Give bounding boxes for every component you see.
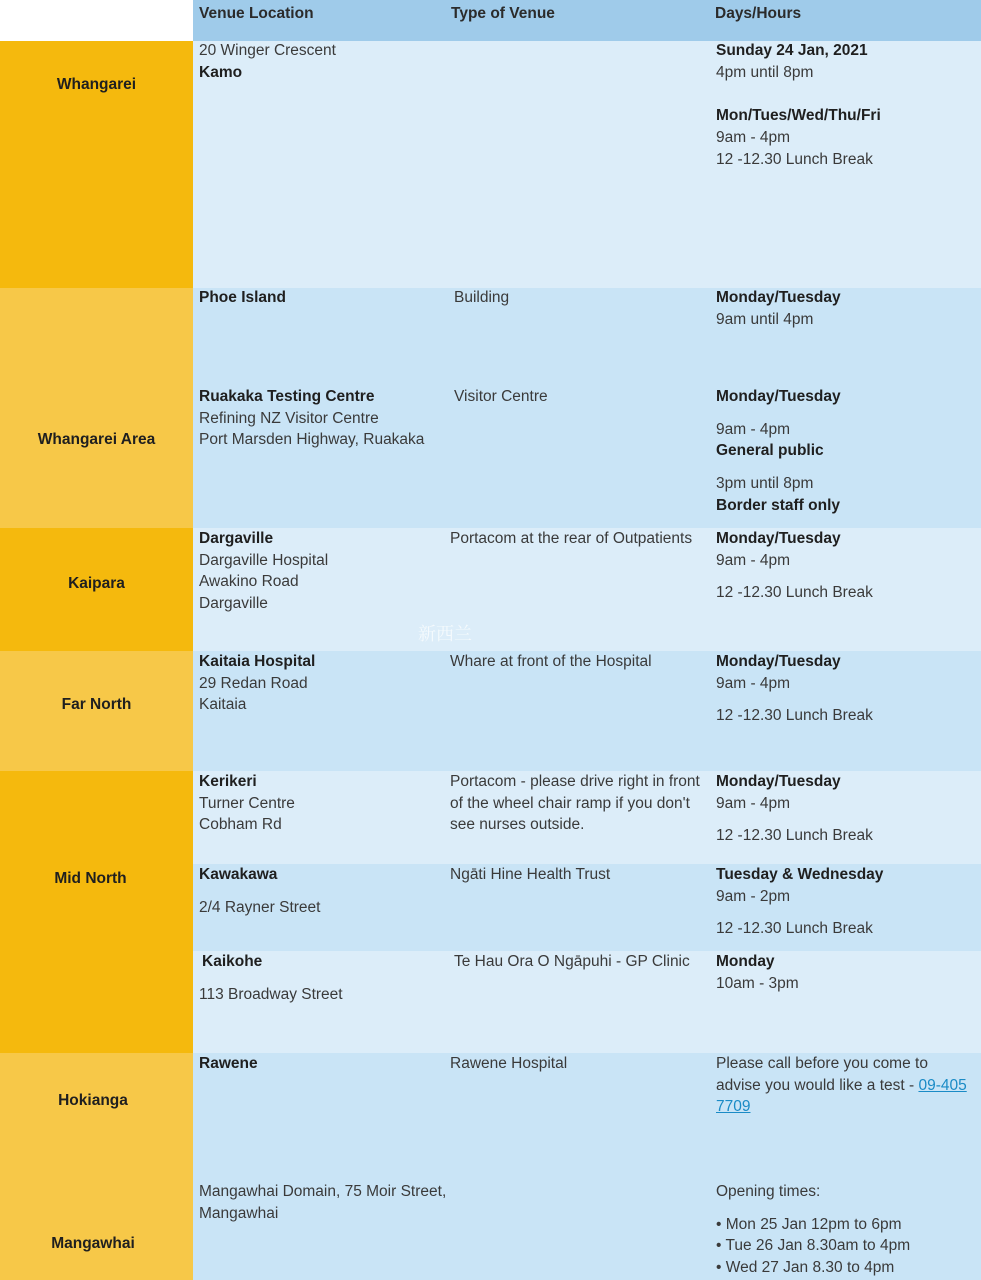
hours-time: 9am - 4pm xyxy=(716,794,791,812)
hours-time: 4pm until 8pm xyxy=(716,63,814,81)
header-type-of-venue: Type of Venue xyxy=(451,5,555,22)
region-label-hokianga: Hokianga xyxy=(58,1092,128,1109)
hours-note: Please call before you come to xyxy=(716,1055,928,1072)
venue-name: Dargaville xyxy=(199,530,274,547)
watermark: 新西兰 xyxy=(418,624,472,644)
hours-item: • Wed 27 Jan 8.30 to 4pm xyxy=(716,1259,895,1277)
venue-name: Kawakawa xyxy=(199,866,278,883)
region-label: Far North xyxy=(61,696,132,713)
hours-time: 9am - 4pm xyxy=(716,128,791,146)
region-whangarei-area xyxy=(0,288,193,528)
venue-name: Phoe Island xyxy=(199,289,286,306)
hours-time: 9am - 4pm xyxy=(716,420,791,438)
phone-link-continued[interactable]: 7709 xyxy=(716,1098,751,1116)
region-mid-north xyxy=(0,771,193,1053)
hours-days: Mon/Tues/Wed/Thu/Fri xyxy=(716,107,881,125)
venue-address: Kaitaia xyxy=(199,696,247,714)
hours-rawene xyxy=(716,1053,967,1118)
hours-lunch: 12 -12.30 Lunch Break xyxy=(716,707,873,725)
header-venue-location: Venue Location xyxy=(199,5,314,22)
hours-days: Monday/Tuesday xyxy=(716,289,841,306)
type-rawene xyxy=(450,1053,567,1075)
phone-link[interactable]: 09-405 xyxy=(918,1076,967,1094)
hours-title: Opening times: xyxy=(716,1183,821,1200)
hours-days: Monday/Tuesday xyxy=(716,653,841,670)
region-kaipara xyxy=(0,528,193,651)
hours-time: 9am until 4pm xyxy=(716,310,814,328)
type-phoe-island xyxy=(454,287,509,309)
type-ruakaka xyxy=(454,386,548,408)
hours-ruakaka xyxy=(716,386,841,517)
hours-note: advise you would like a test - xyxy=(716,1076,919,1094)
venue-address: Dargaville xyxy=(199,595,268,613)
venue-name: Kaitaia Hospital xyxy=(199,653,316,670)
venue-name: Rawene xyxy=(199,1055,258,1072)
venue-dargaville xyxy=(199,528,328,615)
venue-phoe-island xyxy=(199,287,286,309)
venue-name: Kerikeri xyxy=(199,773,257,790)
venue-mangawhai xyxy=(199,1181,446,1224)
region-label: Whangarei xyxy=(56,75,137,93)
venue-address: Mangawhai Domain, 75 Moir Street, xyxy=(199,1183,447,1200)
region-far-north xyxy=(0,651,193,771)
venue-address: 20 Winger Crescent xyxy=(199,42,336,59)
region-whangarei xyxy=(0,41,193,288)
venue-rawene xyxy=(199,1053,258,1075)
venue-address: Mangawhai xyxy=(199,1204,279,1222)
table-header xyxy=(193,0,981,41)
venue-kamo xyxy=(199,40,336,83)
hours-time: 10am - 3pm xyxy=(716,974,799,992)
venue-name: Kaikohe xyxy=(202,953,263,970)
hours-days: Monday/Tuesday xyxy=(716,530,841,547)
venue-type: Te Hau Ora O Ngāpuhi - GP Clinic xyxy=(454,953,690,970)
type-kerikeri xyxy=(450,771,700,836)
venue-type: Visitor Centre xyxy=(454,388,548,405)
hours-item: • Mon 25 Jan 12pm to 6pm xyxy=(716,1215,902,1233)
venue-kaitaia xyxy=(199,651,315,716)
hours-mangawhai xyxy=(716,1181,910,1279)
hours-lunch: 12 -12.30 Lunch Break xyxy=(716,827,873,845)
hours-note: Border staff only xyxy=(716,496,841,514)
hours-time: 9am - 2pm xyxy=(716,887,791,905)
hours-kawakawa xyxy=(716,864,883,940)
region-label: Kaipara xyxy=(68,574,125,592)
venue-type: Portacom - please drive right in front xyxy=(450,773,700,790)
venue-address: 2/4 Rayner Street xyxy=(199,898,321,916)
hours-dargaville xyxy=(716,528,873,604)
venue-type: Ngāti Hine Health Trust xyxy=(450,866,611,883)
venue-name: Ruakaka Testing Centre xyxy=(199,388,375,405)
header-days-hours: Days/Hours xyxy=(715,5,802,22)
hours-days: Monday xyxy=(716,953,775,970)
venue-address: 113 Broadway Street xyxy=(199,985,343,1003)
hours-time: 9am - 4pm xyxy=(716,674,791,692)
venue-ruakaka xyxy=(199,386,424,451)
venue-type: Whare at front of the Hospital xyxy=(450,653,652,670)
hours-kerikeri xyxy=(716,771,873,847)
venue-address: Refining NZ Visitor Centre xyxy=(199,409,379,427)
hours-time: 3pm until 8pm xyxy=(716,475,814,493)
hours-lunch: 12 -12.30 Lunch Break xyxy=(716,584,873,602)
venue-kerikeri xyxy=(199,771,295,836)
hours-item: • Tue 26 Jan 8.30am to 4pm xyxy=(716,1237,911,1255)
type-kaikohe xyxy=(454,951,690,973)
venue-address: Turner Centre xyxy=(199,794,295,812)
hours-lunch: 12 -12.30 Lunch Break xyxy=(716,920,873,938)
hours-days: Tuesday & Wednesday xyxy=(716,866,884,883)
venue-name: Kamo xyxy=(199,63,243,81)
hours-days: Monday/Tuesday xyxy=(716,388,841,405)
hours-days: Monday/Tuesday xyxy=(716,773,841,790)
venue-address: Port Marsden Highway, Ruakaka xyxy=(199,431,425,449)
hours-phoe-island xyxy=(716,287,841,330)
region-label-mangawhai: Mangawhai xyxy=(51,1235,135,1252)
venue-type: Building xyxy=(454,289,510,306)
venue-address: Dargaville Hospital xyxy=(199,551,329,569)
type-kaitaia xyxy=(450,651,652,673)
type-kawakawa xyxy=(450,864,610,886)
hours-date: Sunday 24 Jan, 2021 xyxy=(716,42,868,59)
venue-kawakawa xyxy=(199,864,320,918)
hours-kamo xyxy=(716,40,881,170)
venue-address: 29 Redan Road xyxy=(199,674,308,692)
venue-address: Cobham Rd xyxy=(199,816,282,834)
venue-address: Awakino Road xyxy=(199,573,299,591)
venue-type: Portacom at the rear of Outpatients xyxy=(450,530,693,547)
type-dargaville xyxy=(450,528,692,550)
venue-type: see nurses outside. xyxy=(450,816,585,834)
hours-time: 9am - 4pm xyxy=(716,551,791,569)
hours-lunch: 12 -12.30 Lunch Break xyxy=(716,150,873,168)
hours-note: General public xyxy=(716,442,824,460)
region-hokianga-mangawhai xyxy=(0,1053,193,1280)
hours-kaitaia xyxy=(716,651,873,727)
venue-kaikohe xyxy=(199,951,343,1005)
venue-type: Rawene Hospital xyxy=(450,1055,568,1072)
venue-type: of the wheel chair ramp if you don't xyxy=(450,794,690,812)
region-label: Whangarei Area xyxy=(37,431,156,448)
hours-kaikohe xyxy=(716,951,799,994)
region-label: Mid North xyxy=(54,870,127,887)
